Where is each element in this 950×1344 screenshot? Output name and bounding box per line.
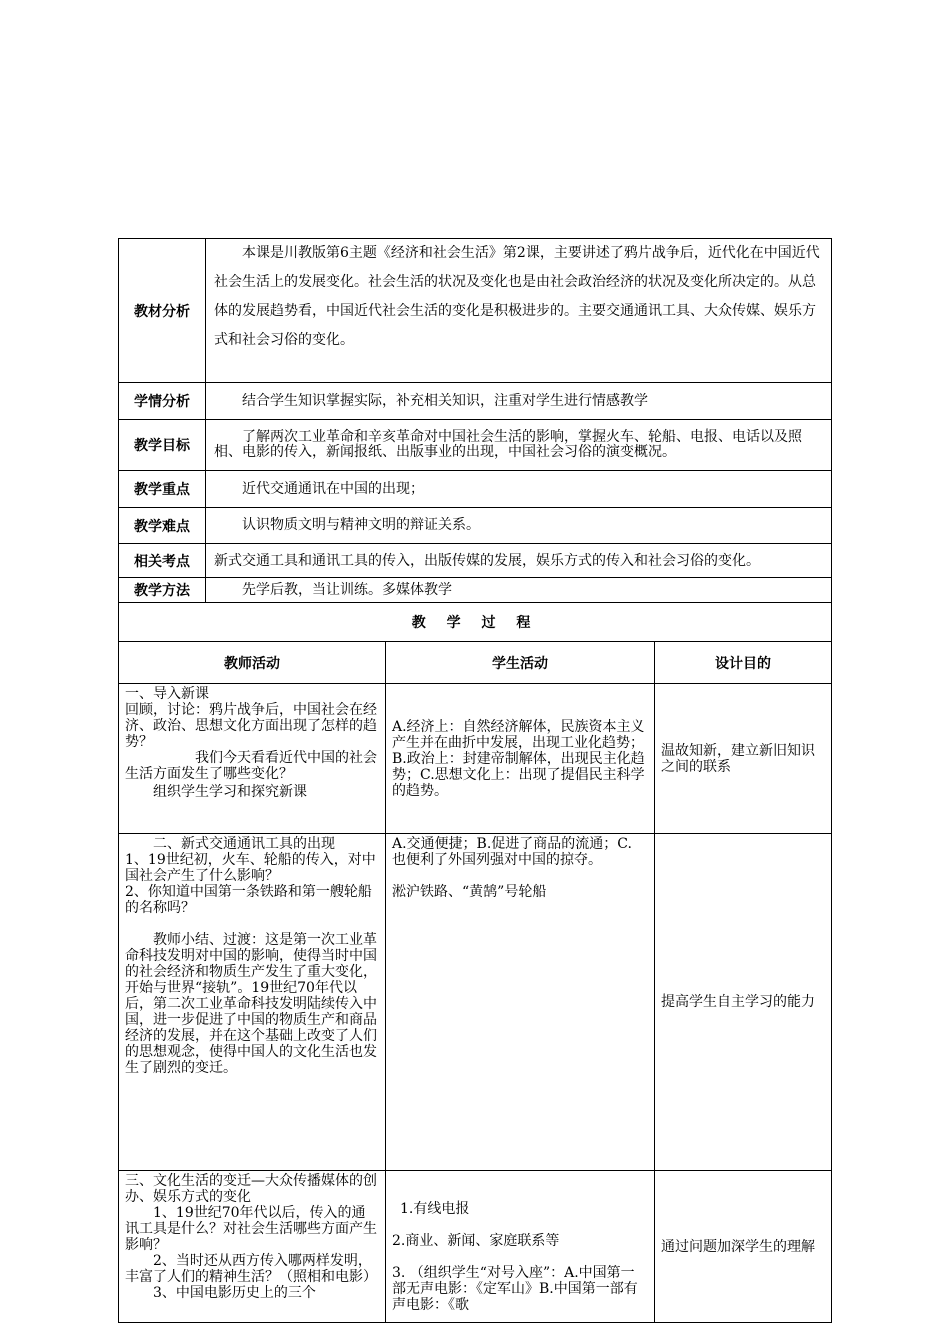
teacher-activity bbox=[119, 684, 386, 834]
student-paragraph: 2.商业、新闻、家庭联系等 bbox=[392, 1233, 560, 1249]
design-purpose: 通过问题加深学生的理解 bbox=[655, 1171, 832, 1323]
info-label: 教学方法 bbox=[119, 578, 206, 603]
lesson-plan-table bbox=[118, 238, 832, 1323]
teacher-activity bbox=[119, 834, 386, 1171]
info-row-student-analysis bbox=[119, 383, 832, 420]
teacher-paragraph: 组织学生学习和探究新课 bbox=[153, 784, 307, 800]
process-row bbox=[119, 834, 832, 1171]
process-row bbox=[119, 684, 832, 834]
info-row-key-points bbox=[119, 471, 832, 508]
teacher-activity bbox=[119, 1171, 386, 1323]
column-header-purpose: 设计目的 bbox=[655, 642, 832, 684]
info-label: 相关考点 bbox=[119, 544, 206, 578]
teacher-paragraph: 2、你知道中国第一条铁路和第一艘轮船的名称吗？ bbox=[125, 884, 372, 916]
teacher-paragraph: 一、导入新课 bbox=[125, 686, 209, 702]
student-activity bbox=[386, 834, 655, 1171]
teacher-paragraph: 1、19世纪初，火车、轮船的传入，对中国社会产生了什么影响？ bbox=[125, 852, 376, 884]
student-activity bbox=[386, 684, 655, 834]
student-paragraph: A.经济上：自然经济解体，民族资本主义产生并在曲折中发展，出现工业化趋势；B.政治上：封建帝制解体，出现民主化趋势；C.思想文化上：出现了提倡民主科学的趋势。 bbox=[392, 718, 645, 799]
teacher-paragraph: 2、当时还从西方传入哪两样发明，丰富了人们的精神生活？（照相和电影） bbox=[125, 1253, 377, 1285]
teacher-paragraph: 三、文化生活的变迁—大众传播媒体的创办、娱乐方式的变化 bbox=[125, 1173, 377, 1205]
process-title-row bbox=[119, 603, 832, 642]
info-text: 了解两次工业革命和辛亥革命对中国社会生活的影响，掌握火车、轮船、电报、电话以及照相、电影的传入，新闻报纸、出版事业的出现，中国社会习俗的演变概况。 bbox=[206, 420, 832, 471]
student-paragraph: A.交通便捷；B.促进了商品的流通；C. 也便利了外国列强对中国的掠夺。 bbox=[392, 836, 632, 868]
info-label: 学情分析 bbox=[119, 383, 206, 420]
info-text: 先学后教，当让训练。多媒体教学 bbox=[206, 578, 832, 603]
info-text: 本课是川教版第6主题《经济和社会生活》第2课，主要讲述了鸦片战争后，近代化在中国近代社会生活上的发展变化。社会生活的状况及变化也是由社会政治经济的状况及变化所决定的。从总体的发展趋势看，中国近代社会生活的变化是积极进步的。主要交通通讯工具、大众传媒、娱乐方式和社会习俗的变化。 bbox=[206, 239, 832, 383]
info-label: 教学目标 bbox=[119, 420, 206, 471]
teacher-paragraph: 我们今天看看近代中国的社会生活方面发生了哪些变化？ bbox=[125, 750, 377, 782]
column-header-student: 学生活动 bbox=[386, 642, 655, 684]
teacher-paragraph: 二、新式交通通讯工具的出现 bbox=[153, 836, 335, 852]
student-paragraph: 淞沪铁路、“黄鹄”号轮船 bbox=[392, 884, 547, 900]
student-paragraph: 1.有线电报 bbox=[400, 1201, 470, 1217]
info-row-textbook-analysis bbox=[119, 239, 832, 383]
student-paragraph: 3. （组织学生“对号入座”：A.中国第一部无声电影：《定军山》B.中国第一部有声电影：《歌 bbox=[392, 1265, 638, 1313]
process-title: 教 学 过 程 bbox=[119, 603, 832, 642]
info-row-difficulties bbox=[119, 508, 832, 544]
info-row-teaching-goals bbox=[119, 420, 832, 471]
info-text: 结合学生知识掌握实际，补充相关知识，注重对学生进行情感教学 bbox=[206, 383, 832, 420]
info-label: 教学难点 bbox=[119, 508, 206, 544]
process-header-row bbox=[119, 642, 832, 684]
process-row bbox=[119, 1171, 832, 1323]
info-label: 教材分析 bbox=[119, 239, 206, 383]
info-text: 认识物质文明与精神文明的辩证关系。 bbox=[206, 508, 832, 544]
teacher-paragraph: 教师小结、过渡：这是第一次工业革命科技发明对中国的影响，使得当时中国的社会经济和物质生产发生了重大变化，开始与世界“接轨”。19世纪70年代以后，第二次工业革命科技发明陆续传入中国，进一步促进了中国的物质生产和商品经济的发展，并在这个基础上改变了人们的思想观念，使得中国人的文化生活也发生了剧烈的变迁。 bbox=[125, 932, 377, 1076]
design-purpose: 提高学生自主学习的能力 bbox=[655, 834, 832, 1171]
teacher-paragraph: 1、19世纪70年代以后，传入的通讯工具是什么？对社会生活哪些方面产生影响？ bbox=[125, 1205, 377, 1253]
info-text: 新式交通工具和通讯工具的传入，出版传媒的发展，娱乐方式的传入和社会习俗的变化。 bbox=[206, 544, 832, 578]
info-label: 教学重点 bbox=[119, 471, 206, 508]
info-row-method bbox=[119, 578, 832, 603]
info-row-exam-points bbox=[119, 544, 832, 578]
column-header-teacher: 教师活动 bbox=[119, 642, 386, 684]
lesson-plan-document bbox=[118, 238, 831, 1323]
design-purpose: 温故知新，建立新旧知识之间的联系 bbox=[655, 684, 832, 834]
teacher-paragraph: 回顾，讨论：鸦片战争后，中国社会在经济、政治、思想文化方面出现了怎样的趋势？ bbox=[125, 702, 377, 750]
student-activity bbox=[386, 1171, 655, 1323]
info-text: 近代交通通讯在中国的出现； bbox=[206, 471, 832, 508]
teacher-paragraph: 3、中国电影历史上的三个 bbox=[153, 1285, 316, 1301]
